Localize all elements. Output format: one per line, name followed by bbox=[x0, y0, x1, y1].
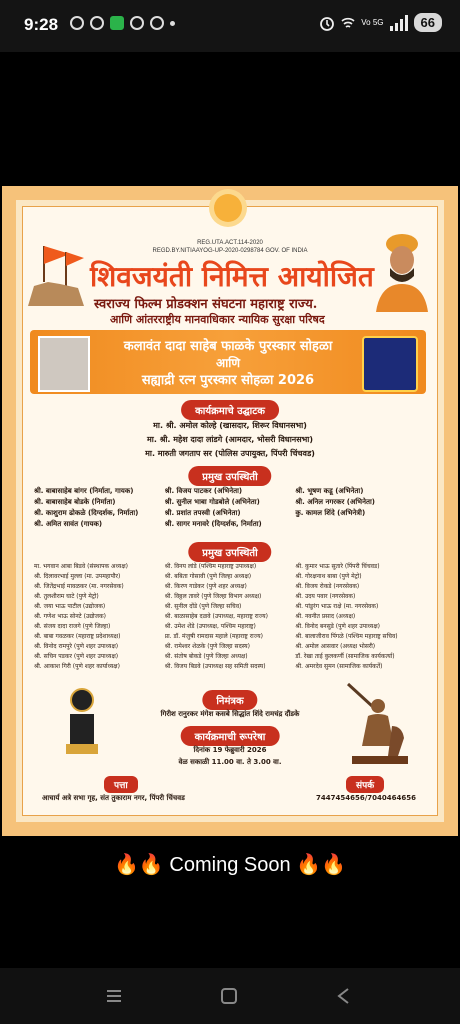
list-item: श्री. बाळासाहेब दळवे (उपाध्यक्ष, महाराष्ट्र राज्य) bbox=[164, 613, 268, 620]
banner-line-1: कलावंत दादा साहेब फाळके पुरस्कार सोहळा bbox=[123, 339, 333, 354]
organization-line-1: स्वराज्य फिल्म प्रोडक्शन संघटना महाराष्ट्र राज्य. bbox=[94, 297, 318, 312]
schedule-time: वेळ सकाळी 11.00 वा. ते 3.00 वा. bbox=[178, 758, 282, 766]
list-item: श्री. संजय दादा राजगे (पुणे जिल्हा) bbox=[34, 623, 111, 630]
event-poster-image[interactable] bbox=[2, 186, 458, 836]
notification-icons bbox=[70, 16, 175, 30]
list-item: मा. भगवान आबा बिडवे (संस्थापक अध्यक्ष) bbox=[34, 563, 129, 570]
list-item: प्रा. डॉ. मंजुषी रामदास महाले (महाराष्ट्र राज्य) bbox=[164, 633, 263, 640]
list-item: श्री. विठ्ठल तावरे (पुणे जिल्हा विभाग अध्यक्ष) bbox=[164, 593, 262, 600]
contact-number: 7447454656/7040464656 bbox=[316, 794, 416, 802]
signal-icon bbox=[390, 15, 408, 31]
list-item: श्री. जया भाऊ पाटील (उद्योजक) bbox=[34, 603, 106, 610]
status-time: 9:28 bbox=[24, 15, 59, 34]
list-item: श्री. बाबा गवळकर (महाराष्ट्र प्रदेशाध्यक्ष) bbox=[34, 633, 121, 640]
poster-title: शिवजयंती निमित्त आयोजित bbox=[90, 260, 374, 293]
inaugurator-2: मा. श्री. महेश दादा लांडगे (आमदार, भोसरी विधानसभा) bbox=[147, 435, 313, 444]
list-col-1 bbox=[34, 562, 165, 672]
recent-apps-icon[interactable] bbox=[104, 986, 124, 1006]
list-item: श्री. किरण गाडेकर (पुणे शहर अध्यक्ष) bbox=[164, 583, 247, 590]
list-item: श्री. पांडुरंग भाऊ राक्षे (मा. नगरसेवक) bbox=[295, 603, 379, 610]
inaugurator-3: मा. मारुती जगताप सर (पोलिस उपायुक्त, पिंपरी चिंचवड) bbox=[145, 449, 315, 458]
list-item: श्री. आकाश गिरी (पुणे शहर कार्याध्यक्ष) bbox=[34, 663, 120, 670]
list-item: श्री. काशुराम ढोकळे (दिग्दर्शक, निर्माता) bbox=[34, 509, 139, 517]
fire-icon: 🔥🔥 bbox=[114, 854, 164, 876]
banner-line-2: आणि bbox=[215, 356, 241, 370]
list-item: श्री. अनिल नगरकर (अभिनेता) bbox=[295, 498, 375, 506]
registration-line-2: REGD.BY.NITIAAYOG-UP-2020-0298784 GOV. OF INDIA bbox=[152, 248, 308, 254]
app-notification-icon bbox=[110, 16, 124, 30]
status-right bbox=[319, 13, 442, 32]
back-icon[interactable] bbox=[334, 986, 354, 1006]
warrior-statue-icon bbox=[338, 676, 418, 766]
list-item: कु. कामल शिंदे (अभिनेत्री) bbox=[295, 509, 366, 517]
whatsapp-icon bbox=[70, 16, 84, 30]
more-notifications-icon bbox=[170, 21, 175, 26]
chrome-icon bbox=[150, 16, 164, 30]
list-item: श्री. सचिन पडकर (पुणे शहर उपाध्यक्ष) bbox=[34, 653, 119, 660]
fort-flag-icon bbox=[26, 242, 86, 310]
guests-col-2 bbox=[165, 486, 296, 530]
list-item: श्री. गोरक्षनाथ बाबा (पुणे मेट्रो) bbox=[295, 573, 362, 580]
invitees: गिरीश रानुरकर मंगेश कसबे सिद्धांत शिंदे रामचंद्र दौंडके bbox=[160, 710, 300, 718]
list-item: श्री. नवनीत प्रसाद (अध्यक्ष) bbox=[295, 613, 356, 620]
guests-col-3 bbox=[295, 486, 426, 530]
list-item: श्री. जितेंद्रभाई मावळकर (मा. नगरसेवक) bbox=[34, 583, 124, 590]
list-item: श्री. रामेश्वर शेळके (पुणे जिल्हा सदस्य) bbox=[164, 643, 250, 650]
organization-line-2: आणि आंतरराष्ट्रीय मानवाधिकार न्यायिक सुरक्षा परिषद bbox=[110, 313, 325, 326]
list-item: श्री. विजय रोकडे (नगरसेवक) bbox=[295, 583, 360, 590]
guests-columns bbox=[34, 486, 426, 530]
banner-line-3: सह्याद्री रत्न पुरस्कार सोहळा 2026 bbox=[141, 373, 315, 388]
chrome-icon bbox=[130, 16, 144, 30]
list-item: श्री. अमित सावंत (गायक) bbox=[34, 520, 103, 528]
sun-emblem-icon bbox=[214, 194, 242, 222]
list-col-3 bbox=[295, 562, 426, 672]
list-item: श्री. उदय पवार (नगरसेवक) bbox=[295, 593, 356, 600]
section-guests-2: प्रमुख उपस्थिती bbox=[188, 542, 271, 562]
status-bar bbox=[0, 0, 460, 52]
home-icon[interactable] bbox=[219, 986, 239, 1006]
list-item: श्री. बबिता गोसावी (पुणे जिल्हा अध्यक्ष) bbox=[164, 573, 252, 580]
list-item: श्री. सागर मनावरे (दिग्दर्शक, निर्माता) bbox=[164, 520, 262, 528]
list-item: श्री. संतोष बोकडे (पुणे जिल्हा अध्यक्ष) bbox=[164, 653, 248, 660]
award-banner bbox=[30, 330, 426, 394]
list-columns bbox=[34, 562, 426, 672]
list-item: श्री. विनय लांडे (पश्चिम महाराष्ट्र उपाध्यक्ष) bbox=[164, 563, 257, 570]
list-item: श्री. विजय पाटकर (अभिनेता) bbox=[164, 487, 243, 495]
list-item: डॉ. रेखा ताई कुलकर्णी (सामाजिक कार्यकर्त्या) bbox=[295, 653, 395, 660]
battery-icon: 66 bbox=[414, 13, 442, 32]
list-item: श्री. गणेश भाऊ सोनटे (उद्योजक) bbox=[34, 613, 106, 620]
organization-logo-icon bbox=[362, 336, 418, 392]
list-item: श्री. बाबासाहेब बोडके (निर्माता) bbox=[34, 498, 116, 506]
schedule-date: दिनांक 19 फेब्रुवारी 2026 bbox=[193, 746, 267, 754]
shivaji-portrait-icon bbox=[370, 230, 434, 312]
list-item: श्री. बाबासाहेब बांगर (निर्माता, गायक) bbox=[34, 487, 134, 495]
list-item: श्री. उमेश शेंडे (उपाध्यक्ष, पश्चिम महाराष्ट्र) bbox=[164, 623, 256, 630]
list-item: श्री. अमरदेव सुमन (सामाजिक कार्यकर्ते) bbox=[295, 663, 383, 670]
section-schedule: कार्यक्रमाची रूपरेषा bbox=[181, 726, 280, 746]
list-item: श्री. सुनील भाबा गोडबोले (अभिनेता) bbox=[164, 498, 260, 506]
list-item: श्री. बालाजीराव पिंगळे (पश्चिम महाराष्ट्र सचिव) bbox=[295, 633, 398, 640]
wifi-icon bbox=[341, 16, 355, 30]
list-item: श्री. कुमार भाऊ सुतारे (पिंपरी चिंचवड) bbox=[295, 563, 380, 570]
contact-label: संपर्क bbox=[346, 776, 384, 793]
list-col-2 bbox=[165, 562, 296, 672]
list-item: श्री. विनोद रामपुरे (पुणे शहर उपाध्यक्ष) bbox=[34, 643, 119, 650]
inaugurator-1: मा. श्री. अमोल कोल्हे (खासदार, शिरूर विधानसभा) bbox=[153, 421, 307, 430]
section-invitee: निमंत्रक bbox=[202, 690, 257, 710]
list-item: श्री. सुनील दोंडे (पुणे जिल्हा सचिव) bbox=[164, 603, 242, 610]
list-item: श्री. अमोल आसवार (अध्यक्ष भोसरी) bbox=[295, 643, 376, 650]
alarm-icon bbox=[319, 15, 335, 31]
section-inaugurator: कार्यक्रमाचे उद्घाटक bbox=[181, 400, 279, 420]
list-item: श्री. विनोद बनसुडे (पुणे शहर उपाध्यक्ष) bbox=[295, 623, 381, 630]
caption-text: Coming Soon bbox=[169, 854, 291, 876]
guests-col-1 bbox=[34, 486, 165, 530]
list-item: श्री. दिलावरभाई मुल्ला (मा. उपमहापौर) bbox=[34, 573, 121, 580]
list-item: श्री. भूषण कडू (अभिनेता) bbox=[295, 487, 364, 495]
section-guests: प्रमुख उपस्थिती bbox=[188, 466, 271, 486]
list-item: श्री. तुलशीराम घाटे (पुणे मेट्रो) bbox=[34, 593, 99, 600]
address-label: पत्ता bbox=[104, 776, 138, 793]
fire-icon: 🔥🔥 bbox=[296, 854, 346, 876]
navigation-bar bbox=[0, 968, 460, 1024]
registration-line-1: REG.UTA.ACT.114-2020 bbox=[197, 240, 263, 246]
list-item: श्री. प्रशांत तपस्वी (अभिनेता) bbox=[164, 509, 241, 517]
chrome-icon bbox=[90, 16, 104, 30]
address-text: आचार्य अत्रे सभा गृह, संत तुकाराम नगर, पिंपरी चिंचवड bbox=[42, 794, 185, 802]
network-label: Vo 5G bbox=[361, 17, 384, 27]
caption-coming-soon bbox=[0, 852, 460, 877]
list-item: श्री. विजय बिडवे (उपाध्यक्ष सह समिती सदस्य) bbox=[164, 663, 266, 670]
